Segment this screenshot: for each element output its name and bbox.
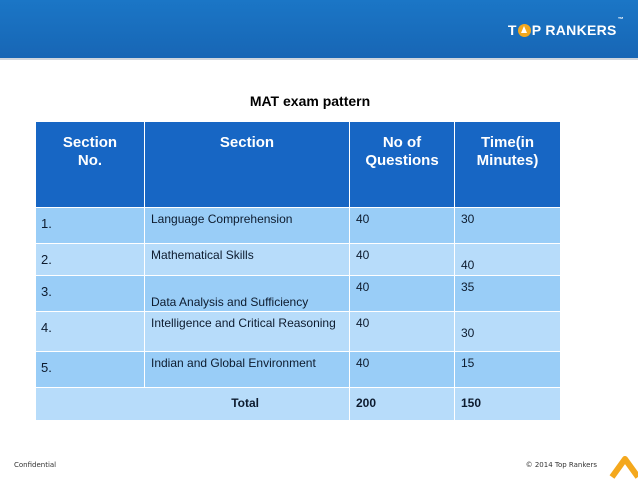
total-questions: 200 xyxy=(350,388,455,421)
corner-chevron-icon xyxy=(608,453,638,479)
header-time-line2: Minutes) xyxy=(476,152,539,169)
header-time xyxy=(455,122,561,208)
banner-shadow xyxy=(0,58,638,60)
row-section: Indian and Global Environment xyxy=(145,352,350,388)
header-section-no xyxy=(36,122,145,208)
row-number: 4. xyxy=(36,312,145,352)
footer-copyright: © 2014 Top Rankers xyxy=(525,461,597,469)
row-section: Language Comprehension xyxy=(145,208,350,244)
table-row xyxy=(36,208,561,244)
row-number: 3. xyxy=(36,276,145,312)
row-questions: 40 xyxy=(350,312,455,352)
total-label: Total xyxy=(36,388,350,421)
row-number: 5. xyxy=(36,352,145,388)
row-number: 1. xyxy=(36,208,145,244)
row-time: 15 xyxy=(455,352,561,388)
row-time: 35 xyxy=(455,276,561,312)
table-total-row xyxy=(36,388,561,421)
row-questions: 40 xyxy=(350,208,455,244)
table-header-row xyxy=(36,122,561,208)
top-banner xyxy=(0,0,638,58)
header-questions xyxy=(350,122,455,208)
logo-text-end: P RANKERS xyxy=(531,22,617,38)
header-section-no-line2: No. xyxy=(77,152,103,169)
header-questions-line1: No of xyxy=(382,134,422,151)
row-section: Data Analysis and Sufficiency xyxy=(145,276,350,312)
row-number: 2. xyxy=(36,244,145,276)
logo-o-icon xyxy=(518,24,531,37)
top-rankers-logo xyxy=(507,17,624,39)
slide-title: MAT exam pattern xyxy=(249,93,371,109)
row-questions: 40 xyxy=(350,244,455,276)
header-questions-line2: Questions xyxy=(365,152,439,169)
table-row xyxy=(36,244,561,276)
table-row xyxy=(36,276,561,312)
row-questions: 40 xyxy=(350,276,455,312)
logo-text-start: T xyxy=(507,22,517,38)
footer-confidential: Confidential xyxy=(14,461,57,469)
table-row xyxy=(36,352,561,388)
row-time: 30 xyxy=(455,208,561,244)
row-section: Intelligence and Critical Reasoning xyxy=(145,312,350,352)
header-time-line1: Time(in xyxy=(480,134,535,151)
trademark-mark: ™ xyxy=(617,17,624,23)
row-questions: 40 xyxy=(350,352,455,388)
row-time: 40 xyxy=(455,244,561,276)
header-section-no-line1: Section xyxy=(62,134,118,151)
exam-pattern-table xyxy=(35,122,561,421)
total-time: 150 xyxy=(455,388,561,421)
table-row xyxy=(36,312,561,352)
row-section: Mathematical Skills xyxy=(145,244,350,276)
header-section: Section xyxy=(145,122,350,208)
row-time: 30 xyxy=(455,312,561,352)
